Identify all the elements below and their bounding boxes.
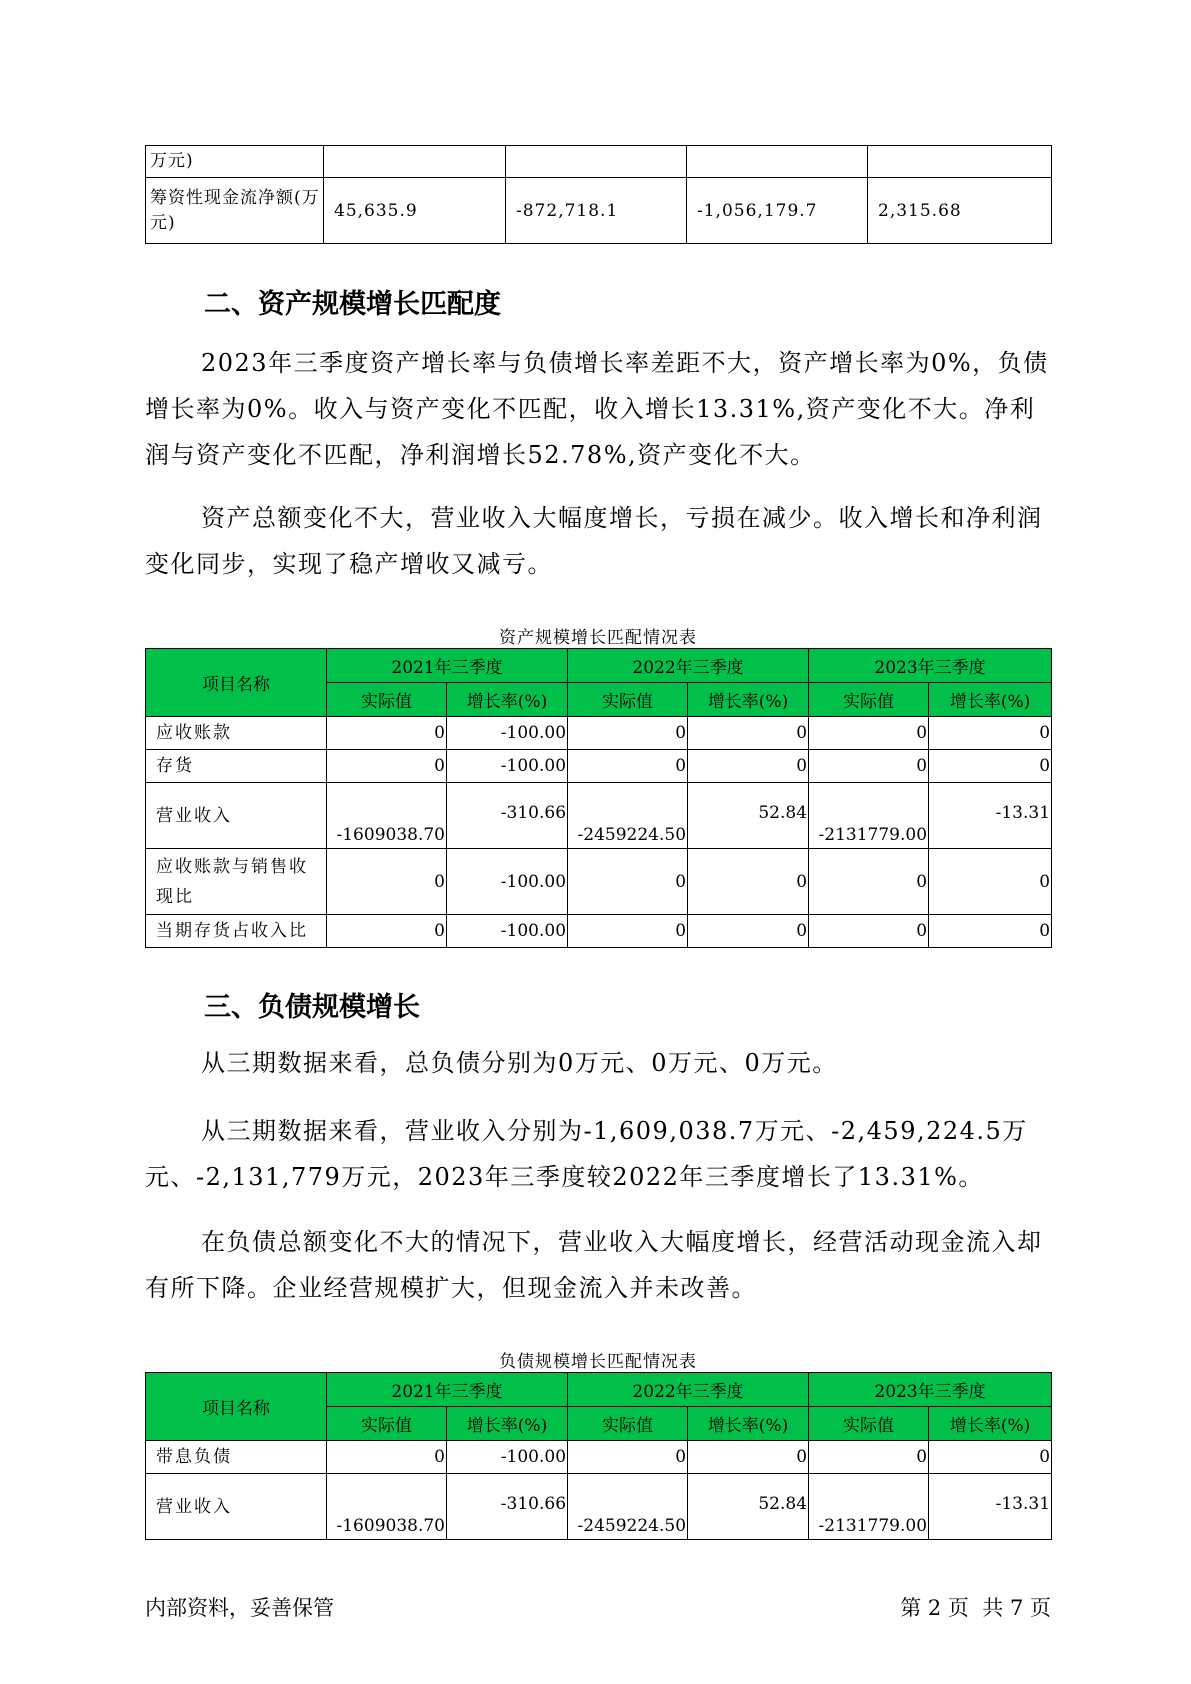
cash-flow-continuation-table: [145, 145, 1052, 244]
table-cell: -100.00: [447, 1441, 568, 1474]
table-row: [146, 750, 1052, 783]
table-cell: 0: [809, 1441, 929, 1474]
table-cell: 0: [568, 915, 688, 948]
column-header: 实际值: [568, 683, 688, 717]
row-label: 应收账款: [146, 717, 327, 750]
table-cell: 0: [327, 1441, 447, 1474]
table-cell: -1609038.70: [327, 783, 447, 849]
paragraph: 从三期数据来看，营业收入分别为-1,609,038.7万元、-2,459,224.5万元、-2,131,779万元，2023年三季度较2022年三季度增长了13.31%。: [145, 1117, 1028, 1191]
table-cell: 0: [327, 915, 447, 948]
table-cell: -1609038.70: [327, 1474, 447, 1540]
row-label: 万元): [146, 146, 324, 178]
table-cell: 0: [929, 750, 1052, 783]
row-label: 存货: [146, 750, 327, 783]
column-header: 2023年三季度: [809, 649, 1052, 683]
table-cell: 52.84: [688, 783, 809, 849]
table-cell: -100.00: [447, 849, 568, 915]
table-caption: 资产规模增长匹配情况表: [499, 628, 697, 648]
table-cell: -310.66: [447, 783, 568, 849]
table-cell: 0: [929, 915, 1052, 948]
table-cell: 0: [688, 1441, 809, 1474]
table-cell: 0: [688, 750, 809, 783]
row-label: 营业收入: [146, 1474, 327, 1540]
asset-scale-table: [145, 648, 1052, 948]
table-caption: 负债规模增长匹配情况表: [499, 1352, 697, 1372]
row-label: 营业收入: [146, 783, 327, 849]
column-header: 实际值: [809, 1407, 929, 1441]
table-cell: -2131779.00: [809, 1474, 929, 1540]
table-cell: 0: [568, 750, 688, 783]
column-header: 增长率(%): [447, 1407, 568, 1441]
table-cell: 0: [929, 849, 1052, 915]
column-header: 实际值: [327, 1407, 447, 1441]
table-row: [146, 849, 1052, 915]
column-header: 项目名称: [146, 649, 327, 717]
table-row: [146, 146, 1052, 178]
paragraph: 资产总额变化不大，营业收入大幅度增长，亏损在减少。收入增长和净利润变化同步，实现了稳产增收又减亏。: [145, 504, 1043, 578]
table-cell: -100.00: [447, 750, 568, 783]
table-row: [146, 915, 1052, 948]
table-cell: 0: [568, 1441, 688, 1474]
column-header: 实际值: [327, 683, 447, 717]
table-cell: 0: [809, 717, 929, 750]
table-row: [146, 783, 1052, 849]
column-header: 2022年三季度: [568, 1373, 809, 1407]
column-header: 增长率(%): [688, 683, 809, 717]
column-header: 2021年三季度: [327, 649, 568, 683]
section-heading-liability-scale: 三、负债规模增长: [204, 992, 420, 1023]
table-cell: 0: [809, 849, 929, 915]
table-cell: 0: [688, 915, 809, 948]
paragraph: 在负债总额变化不大的情况下，营业收入大幅度增长，经营活动现金流入却有所下降。企业经营规模扩大，但现金流入并未改善。: [145, 1228, 1043, 1302]
section-heading-asset-scale: 二、资产规模增长匹配度: [204, 289, 501, 320]
table-cell: -1,056,179.7: [687, 178, 868, 244]
table-cell: 0: [688, 717, 809, 750]
paragraph: 2023年三季度资产增长率与负债增长率差距不大，资产增长率为0%，负债增长率为0%。收入与资产变化不匹配，收入增长13.31%,资产变化不大。净利润与资产变化不匹配，净利润增长52.78%,资产变化不大。: [145, 349, 1049, 469]
table-cell: 0: [929, 1441, 1052, 1474]
table-cell: -872,718.1: [506, 178, 687, 244]
table-row: [146, 717, 1052, 750]
column-header: 实际值: [568, 1407, 688, 1441]
paragraph: 从三期数据来看，总负债分别为0万元、0万元、0万元。: [201, 1049, 838, 1077]
table-header-row: [146, 649, 1052, 683]
table-cell: 0: [568, 717, 688, 750]
table-header-row: [146, 1373, 1052, 1407]
page-number: 第 2 页 共 7 页: [900, 1596, 1051, 1620]
column-header: 增长率(%): [688, 1407, 809, 1441]
table-cell: 0: [688, 849, 809, 915]
column-header: 2023年三季度: [809, 1373, 1052, 1407]
table-cell: 0: [929, 717, 1052, 750]
column-header: 2022年三季度: [568, 649, 809, 683]
table-cell: -100.00: [447, 915, 568, 948]
table-cell: -13.31: [929, 783, 1052, 849]
table-row: [146, 1441, 1052, 1474]
table-cell: 0: [327, 717, 447, 750]
table-cell: 0: [568, 849, 688, 915]
table-cell: -100.00: [447, 717, 568, 750]
table-cell: 0: [327, 849, 447, 915]
column-header: 增长率(%): [929, 683, 1052, 717]
row-label: 应收账款与销售收现比: [146, 849, 327, 915]
row-label: 筹资性现金流净额(万元): [146, 178, 324, 244]
column-header: 增长率(%): [447, 683, 568, 717]
column-header: 增长率(%): [929, 1407, 1052, 1441]
table-cell: -2459224.50: [568, 783, 688, 849]
table-cell: 45,635.9: [324, 178, 506, 244]
table-cell: -310.66: [447, 1474, 568, 1540]
footer-note: 内部资料，妥善保管: [145, 1596, 334, 1620]
table-cell: 0: [327, 750, 447, 783]
row-label: 带息负债: [146, 1441, 327, 1474]
table-cell: 2,315.68: [868, 178, 1052, 244]
table-cell: -2459224.50: [568, 1474, 688, 1540]
table-row: [146, 178, 1052, 244]
table-cell: -13.31: [929, 1474, 1052, 1540]
column-header: 2021年三季度: [327, 1373, 568, 1407]
table-cell: 0: [809, 750, 929, 783]
table-row: [146, 1474, 1052, 1540]
row-label: 当期存货占收入比: [146, 915, 327, 948]
table-cell: 52.84: [688, 1474, 809, 1540]
column-header: 项目名称: [146, 1373, 327, 1441]
table-cell: -2131779.00: [809, 783, 929, 849]
table-cell: 0: [809, 915, 929, 948]
column-header: 实际值: [809, 683, 929, 717]
liability-scale-table: [145, 1372, 1052, 1540]
